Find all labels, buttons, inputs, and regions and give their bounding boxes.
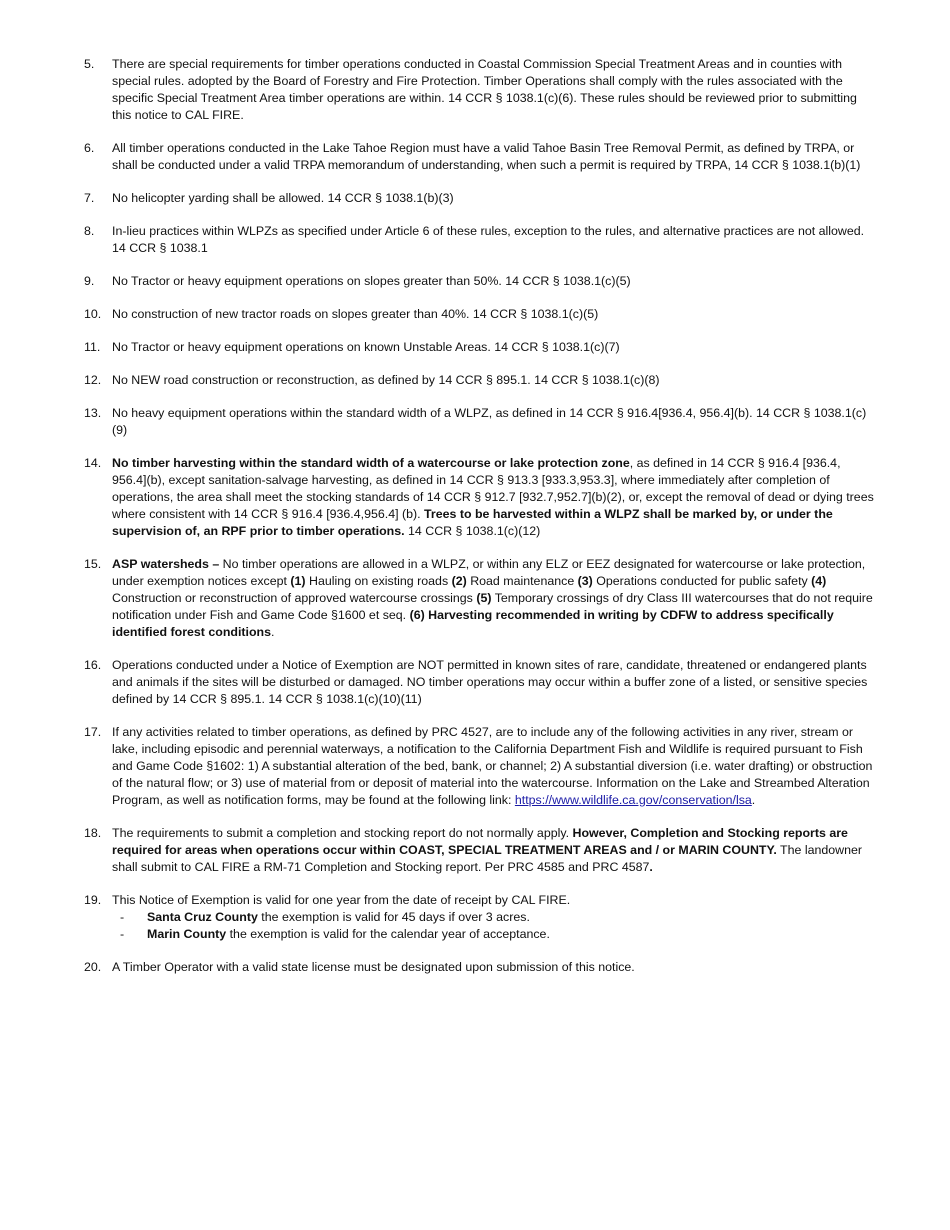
document-body <box>84 56 874 992</box>
list-item <box>84 223 874 257</box>
list-item <box>84 273 874 290</box>
item-number: 11. <box>84 340 101 354</box>
item-paragraph <box>112 372 874 389</box>
text-run: All timber operations conducted in the Lake Tahoe Region must have a valid Tahoe Basin Tree Removal Permit, as defined by TRPA, or shall be conducted under a valid TRPA memorandum of understanding, when such a permit is required by TRPA, 14 CCR § 1038.1(b)(1) <box>112 141 861 172</box>
text-run: Temporary crossings of dry Class III watercourses that do not require notification under Fish and Game Code §1600 et seq. <box>112 591 873 622</box>
bold-text: ASP watersheds – <box>112 557 220 571</box>
bold-text: (1) <box>290 574 306 588</box>
bold-text: (4) <box>811 574 827 588</box>
item-number: 14. <box>84 456 102 470</box>
text-run: , as defined in 14 CCR § 916.4 [936.4, 956.4](b), except sanitation-salvage harvesting, as defined in 14 CCR § 913.3 [933.3,953.3], where immediately after completion of operations, the area shall meet the stocking standards of 14 CCR § 912.7 [932.7,952.7](b)(2), or, except the removal of dead or dying trees where consistent with 14 CCR § 916.4 [936.4,956.4] (b). <box>112 456 874 521</box>
list-item <box>84 455 874 540</box>
text-run: In-lieu practices within WLPZs as specified under Article 6 of these rules, exception to the rules, and alternative practices are not allowed. 14 CCR § 1038.1 <box>112 224 865 255</box>
item-text <box>112 223 874 257</box>
item-paragraph <box>112 223 874 257</box>
item-paragraph <box>112 56 874 124</box>
text-run: Road maintenance <box>466 574 578 588</box>
text-run: No timber operations are allowed in a WLPZ, or within any ELZ or EEZ designated for watercourse or lake protection, under exemption notices except <box>112 557 866 588</box>
item-text <box>112 825 874 876</box>
text-run: This Notice of Exemption is valid for one year from the date of receipt by CAL FIRE. <box>112 893 571 907</box>
bold-text: (2) <box>451 574 467 588</box>
list-item <box>84 825 874 876</box>
item-text <box>112 339 874 356</box>
item-number: 5. <box>84 57 95 71</box>
text-run: The requirements to submit a completion and stocking report do not normally apply. <box>112 826 573 840</box>
item-text <box>112 273 874 290</box>
item-paragraph <box>112 556 874 641</box>
item-number: 17. <box>84 725 102 739</box>
bold-text: However, Completion and Stocking reports are required for areas when operations occur within COAST, SPECIAL TREATMENT AREAS and / or MARIN COUNTY. <box>112 826 848 857</box>
item-text <box>112 556 874 641</box>
sub-item <box>112 926 874 943</box>
item-number: 19. <box>84 893 102 907</box>
sub-item <box>112 909 874 926</box>
sub-item-text <box>147 926 550 943</box>
bold-text: . <box>649 860 653 874</box>
item-text <box>112 190 874 207</box>
text-run: No helicopter yarding shall be allowed. 14 CCR § 1038.1(b)(3) <box>112 191 454 205</box>
item-paragraph <box>112 657 874 708</box>
item-number: 18. <box>84 826 102 840</box>
text-run: No Tractor or heavy equipment operations on slopes greater than 50%. 14 CCR § 1038.1(c)(5) <box>112 274 631 288</box>
item-number: 6. <box>84 141 95 155</box>
text-run: . <box>751 793 756 807</box>
item-text <box>112 405 874 439</box>
item-paragraph <box>112 140 874 174</box>
text-run: No construction of new tractor roads on slopes greater than 40%. 14 CCR § 1038.1(c)(5) <box>112 307 599 321</box>
item-text <box>112 892 874 943</box>
text-run: the exemption is valid for 45 days if over 3 acres. <box>257 910 530 924</box>
item-paragraph <box>112 892 874 909</box>
bold-text: Santa Cruz County <box>147 910 258 924</box>
item-paragraph <box>112 306 874 323</box>
bold-text: Marin County <box>147 927 227 941</box>
item-number: 10. <box>84 307 102 321</box>
text-run: No heavy equipment operations within the standard width of a WLPZ, as defined in 14 CCR § 916.4[936.4, 956.4](b). 14 CCR § 1038.1(c)(9) <box>112 406 867 437</box>
item-number: 15. <box>84 557 102 571</box>
text-run: 14 CCR § 1038.1(c)(12) <box>404 524 541 538</box>
item-text <box>112 657 874 708</box>
list-item <box>84 56 874 124</box>
list-item <box>84 190 874 207</box>
list-item <box>84 959 874 976</box>
link[interactable]: https://www.wildlife.ca.gov/conservation/lsa <box>514 793 752 807</box>
text-run: Operations conducted for public safety <box>592 574 812 588</box>
text-run: The landowner shall submit to CAL FIRE a RM-71 Completion and Stocking report. Per PRC 4585 and PRC 4587 <box>112 843 862 874</box>
text-run: A Timber Operator with a valid state license must be designated upon submission of this notice. <box>112 960 635 974</box>
list-item <box>84 657 874 708</box>
item-number: 9. <box>84 274 95 288</box>
text-run: Operations conducted under a Notice of Exemption are NOT permitted in known sites of rare, candidate, threatened or endangered plants and animals if the sites will be disturbed or damaged. NO timber operations may occur within a buffer zone of a listed, or sensitive species defined by 14 CCR § 895.1. 14 CCR § 1038.1(c)(10)(11) <box>112 658 868 706</box>
bold-text: (6) Harvesting recommended in writing by CDFW to address specifically identified forest conditions <box>112 608 834 639</box>
bold-text: (3) <box>577 574 593 588</box>
item-paragraph <box>112 339 874 356</box>
item-text <box>112 959 874 976</box>
text-run: the exemption is valid for the calendar year of acceptance. <box>226 927 550 941</box>
item-number: 8. <box>84 224 95 238</box>
bold-text: (5) <box>476 591 492 605</box>
item-paragraph <box>112 405 874 439</box>
item-number: 20. <box>84 960 102 974</box>
item-text <box>112 306 874 323</box>
list-item <box>84 339 874 356</box>
bullet-dash: - <box>120 910 125 924</box>
bullet-dash: - <box>120 927 125 941</box>
item-number: 7. <box>84 191 95 205</box>
list-item <box>84 306 874 323</box>
item-text <box>112 724 874 809</box>
text-run: . <box>271 625 275 639</box>
sub-item-text <box>147 909 530 926</box>
item-paragraph <box>112 724 874 809</box>
list-item <box>84 892 874 943</box>
list-item <box>84 140 874 174</box>
bold-text: Trees to be harvested within a WLPZ shall be marked by, or under the supervision of, an RPF prior to timber operations. <box>112 507 833 538</box>
item-paragraph <box>112 825 874 876</box>
item-paragraph <box>112 273 874 290</box>
item-number: 12. <box>84 373 102 387</box>
bold-text: No timber harvesting within the standard width of a watercourse or lake protection zone <box>112 456 630 470</box>
list-item <box>84 372 874 389</box>
item-number: 16. <box>84 658 102 672</box>
text-run: Construction or reconstruction of approved watercourse crossings <box>112 591 477 605</box>
list-item <box>84 405 874 439</box>
item-paragraph <box>112 455 874 540</box>
item-text <box>112 140 874 174</box>
item-text <box>112 455 874 540</box>
text-run: No NEW road construction or reconstruction, as defined by 14 CCR § 895.1. 14 CCR § 1038.1(c)(8) <box>112 373 660 387</box>
list-item <box>84 556 874 641</box>
item-text <box>112 372 874 389</box>
item-paragraph <box>112 190 874 207</box>
text-run: No Tractor or heavy equipment operations on known Unstable Areas. 14 CCR § 1038.1(c)(7) <box>112 340 620 354</box>
item-text <box>112 56 874 124</box>
text-run: Hauling on existing roads <box>305 574 452 588</box>
item-paragraph <box>112 959 874 976</box>
text-run: If any activities related to timber operations, as defined by PRC 4527, are to include any of the following activities in any river, stream or lake, including episodic and perennial waterways, a notification to the California Department Fish and Wildlife is required pursuant to Fish and Game Code §1602: 1) A substantial alteration of the bed, bank, or channel; 2) A substantial diversion (i.e. water drafting) or obstruction of the natural flow; or 3) use of material from or deposit of material into the watercourse. Information on the Lake and Streambed Alteration Program, as well as notification forms, may be found at the following link: <box>112 725 873 807</box>
text-run: There are special requirements for timber operations conducted in Coastal Commission Special Treatment Areas and in counties with special rules. adopted by the Board of Forestry and Fire Protection. Timber Operations shall comply with the rules associated with the specific Special Treatment Area timber operations are within. 14 CCR § 1038.1(c)(6). These rules should be reviewed prior to submitting this notice to CAL FIRE. <box>112 57 857 122</box>
item-number: 13. <box>84 406 102 420</box>
list-item <box>84 724 874 809</box>
